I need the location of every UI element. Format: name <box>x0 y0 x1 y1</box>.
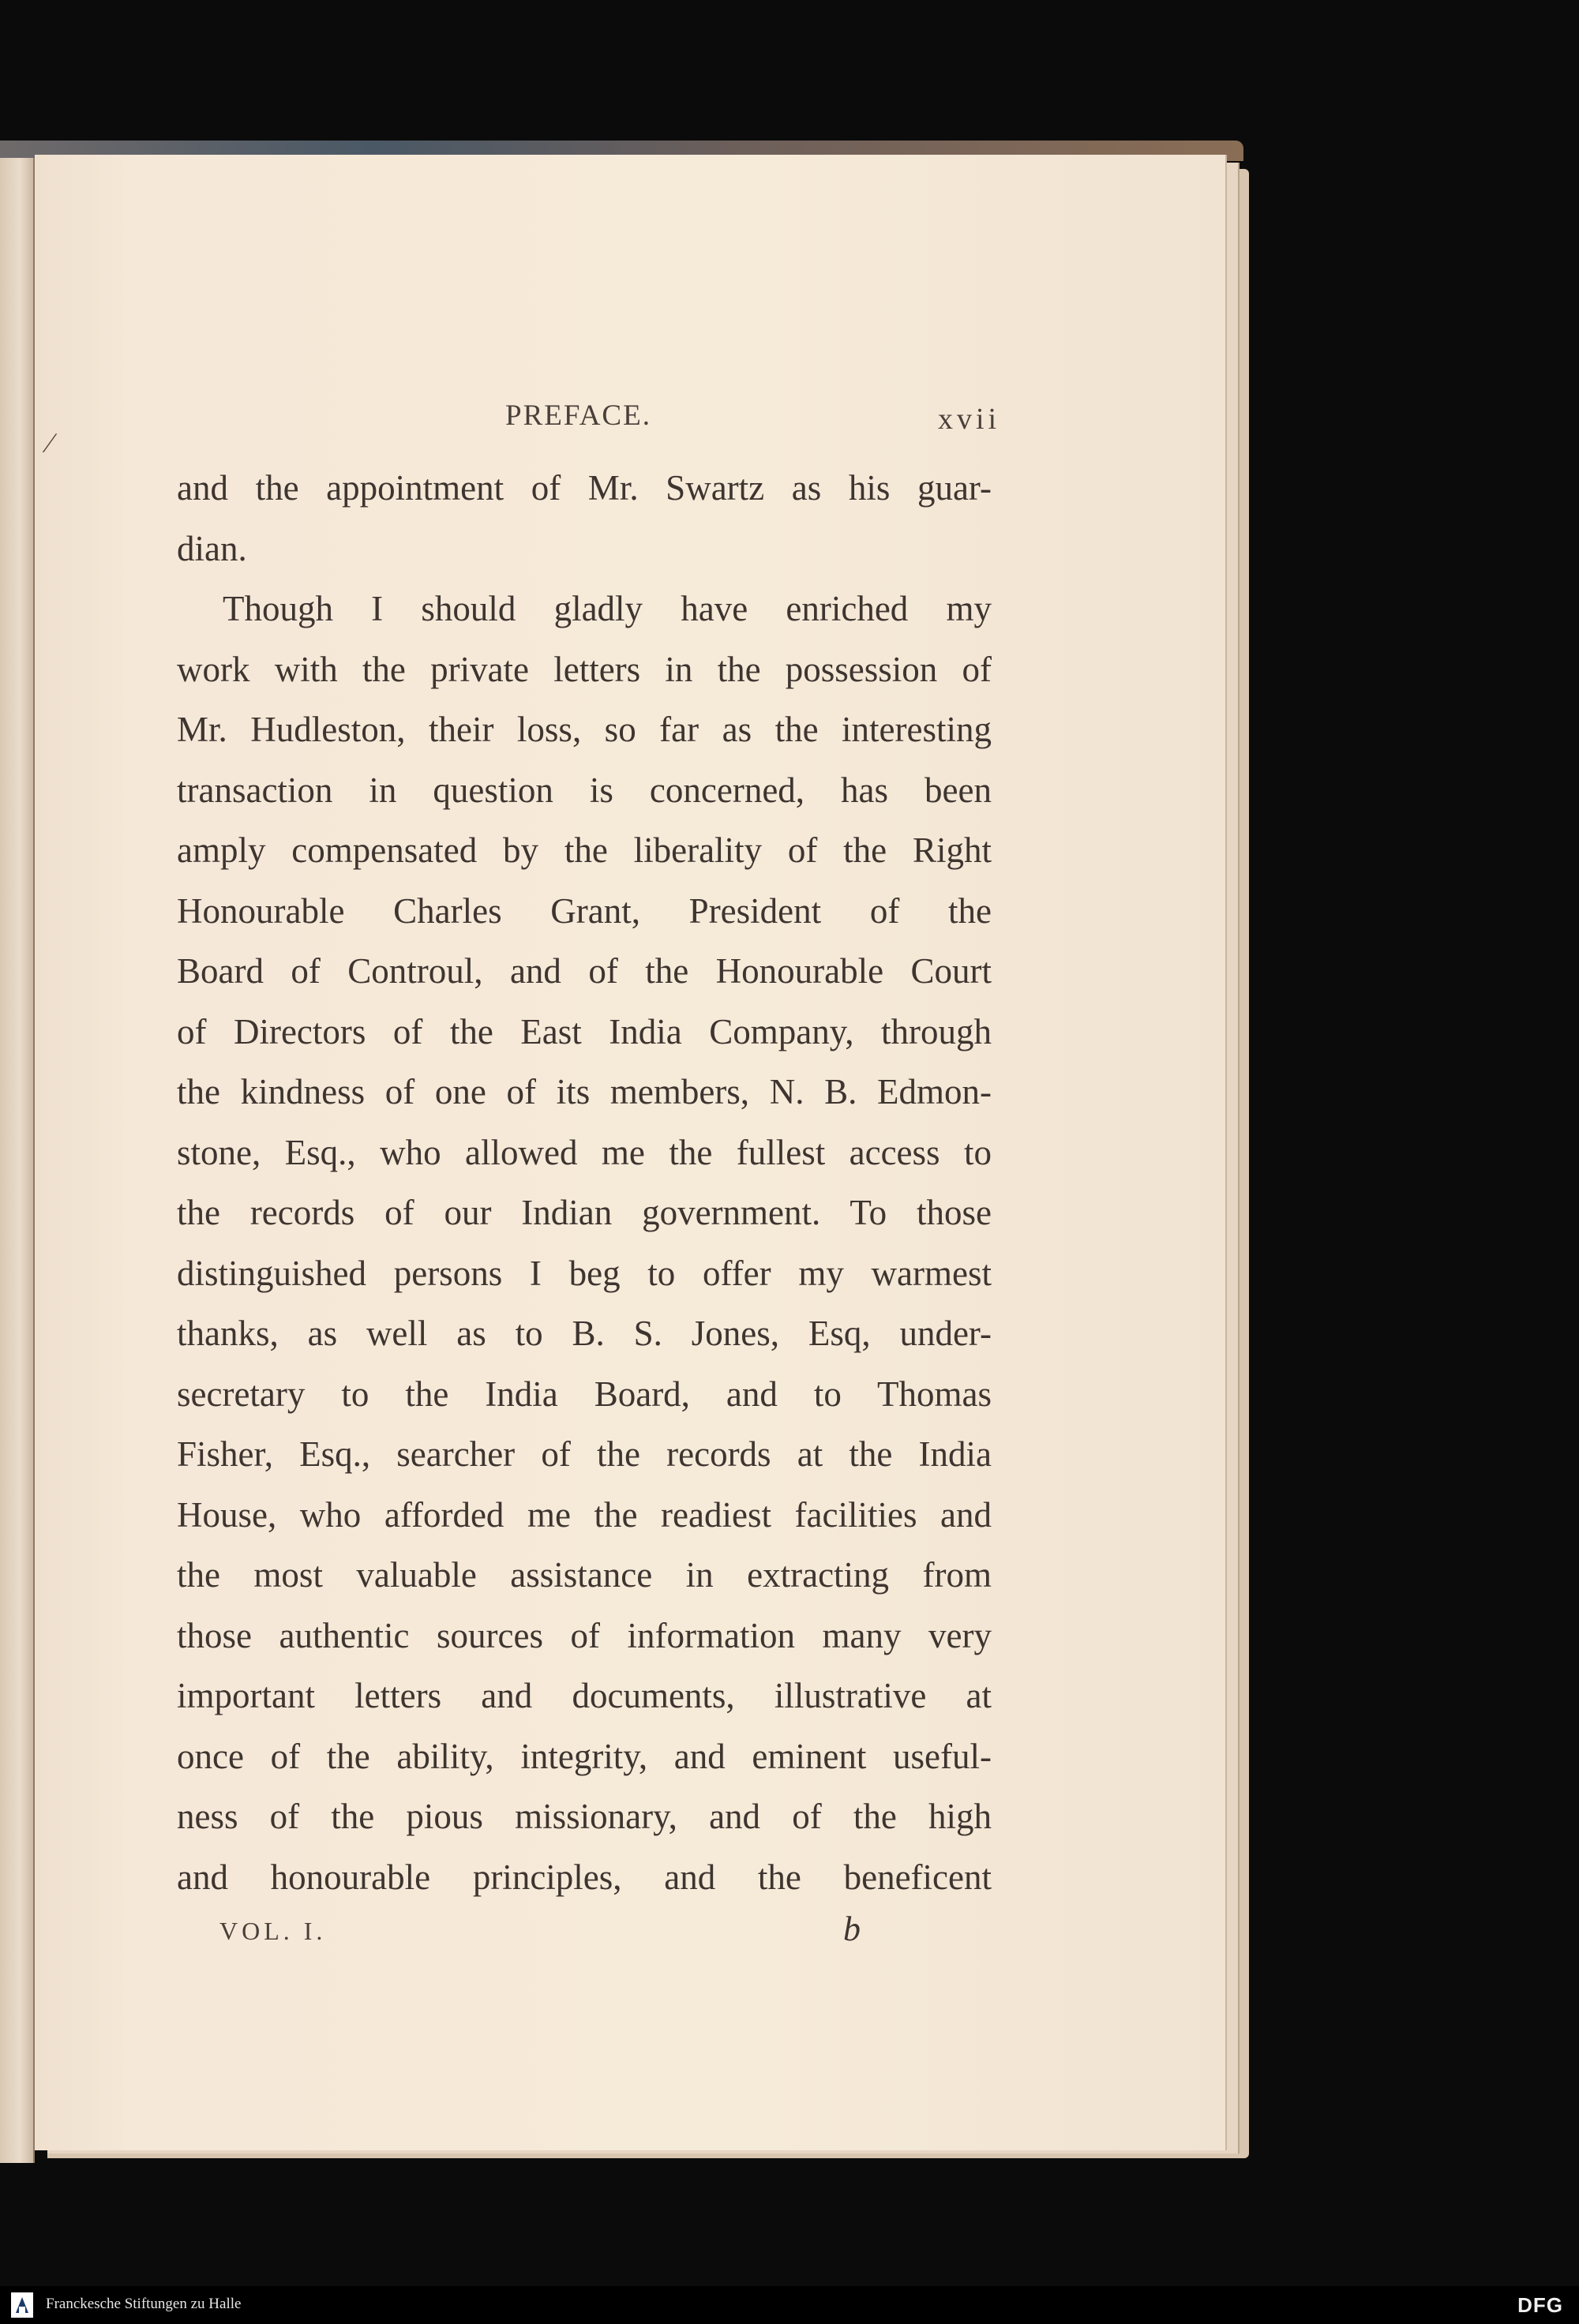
text-line: and honourable principles, and the beneficent <box>177 1857 992 1897</box>
text-line: of Directors of the East India Company, through <box>177 1011 992 1051</box>
text-line: Mr. Hudleston, their loss, so far as the interesting <box>177 710 992 749</box>
text-line: Honourable Charles Grant, President of the <box>177 890 992 931</box>
text-line: thanks, as well as to B. S. Jones, Esq, under- <box>177 1314 992 1353</box>
signature-mark: VOL. I. <box>219 1917 327 1945</box>
text-line: stone, Esq., who allowed me the fullest access to <box>177 1132 992 1172</box>
left-page-edge <box>0 158 35 2163</box>
page-number: xvii <box>938 403 1001 436</box>
text-line: Board of Controul, and of the Honourable Court <box>177 951 992 991</box>
funder-logo: DFG <box>1517 2293 1563 2317</box>
gathering-mark: b <box>843 1910 861 1948</box>
text-line: Fisher, Esq., searcher of the records at the India <box>177 1434 992 1474</box>
text-line: dian. <box>177 528 247 568</box>
text-line: amply compensated by the liberality of the Right <box>177 830 992 870</box>
attribution-bar <box>0 2286 1579 2324</box>
body-text <box>177 458 992 1907</box>
text-line: those authentic sources of information many very <box>177 1615 992 1655</box>
text-line: secretary to the India Board, and to Thomas <box>177 1374 992 1414</box>
text-line: work with the private letters in the possession of <box>177 649 992 689</box>
text-line: House, who afforded me the readiest facilities and <box>177 1494 992 1535</box>
text-line: and the appointment of Mr. Swartz as his guar- <box>177 468 992 508</box>
text-line: distinguished persons I beg to offer my warmest <box>177 1253 992 1293</box>
text-line: the kindness of one of its members, N. B. Edmon- <box>177 1072 992 1111</box>
text-line: the records of our Indian government. To those <box>177 1193 992 1232</box>
text-line: the most valuable assistance in extracting from <box>177 1555 992 1595</box>
running-head <box>505 399 1011 438</box>
text-line: ness of the pious missionary, and of the high <box>177 1797 992 1836</box>
institution-name: Franckesche Stiftungen zu Halle <box>46 2296 242 2312</box>
institution-logo-icon <box>11 2292 33 2318</box>
text-line: once of the ability, integrity, and eminent useful- <box>177 1736 992 1776</box>
running-title: PREFACE. <box>505 399 651 432</box>
text-line: transaction in question is concerned, has been <box>177 770 992 810</box>
text-line: important letters and documents, illustrative at <box>177 1676 992 1715</box>
text-line: Though I should gladly have enriched my <box>223 589 992 628</box>
pencil-mark-icon: ∕ <box>47 427 53 459</box>
